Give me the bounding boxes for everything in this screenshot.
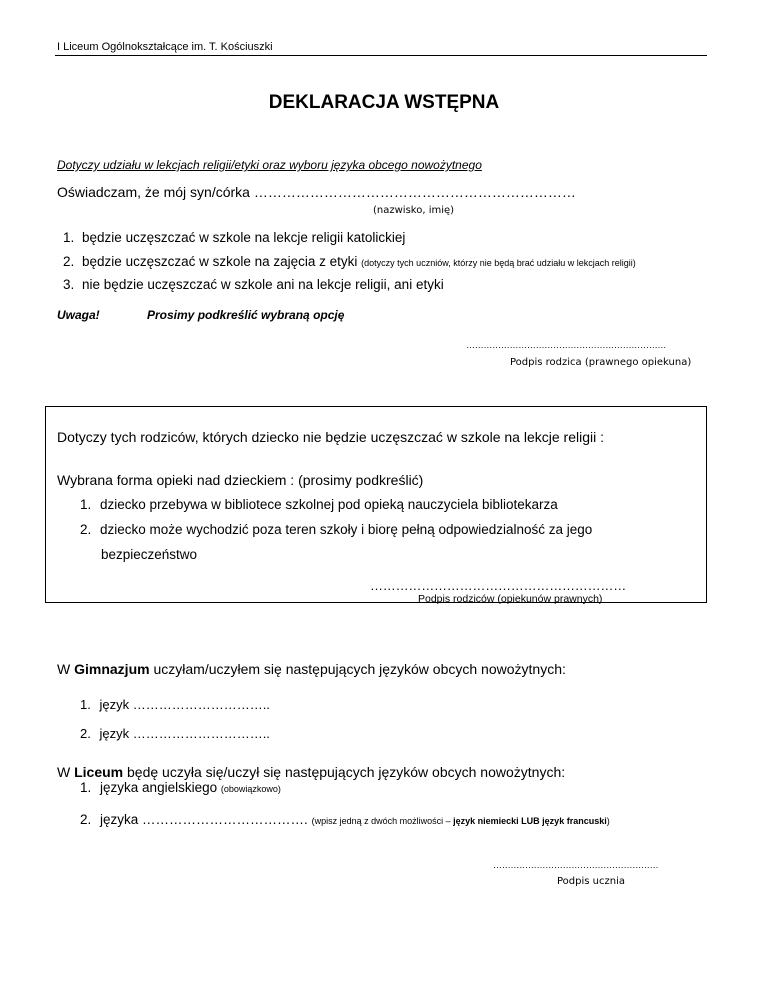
gymnasium-language-1 [80,697,270,712]
liceum-language-2 [80,812,610,827]
option-3-num: 3. [63,277,75,292]
gym-lang-2-num: 2. [80,726,91,741]
gymnasium-prefix: W [57,661,75,677]
gym-lang-1-text: język ………………………….. [99,697,270,712]
liceum-bold: Liceum [74,764,124,780]
parents-signature-label: Podpis rodziców (opiekunów prawnych) [418,593,603,605]
parent-signature-label: Podpis rodzica (prawnego opiekuna) [510,357,692,368]
lic-lang-2-num: 2. [80,812,92,827]
liceum-prefix: W [57,764,75,780]
school-header: I Liceum Ogólnokształcące im. T. Kościuszki [57,41,273,53]
lic-lang-1-note: (obowiązkowo) [220,784,281,794]
lic-lang-2-note-pre: (wpisz jedną z dwóch możliwości – [311,816,454,826]
liceum-rest: będę uczyła się/uczył się następujących języków obcych nowożytnych: [123,764,566,780]
option-2-num: 2. [63,254,75,269]
option-1 [63,230,405,245]
header-divider [55,55,707,56]
note-label: Uwaga! [57,308,100,322]
care-option-1 [80,497,558,512]
lic-lang-2-note-bold: język niemiecki LUB język francuski [453,816,607,826]
option-3 [63,277,444,292]
student-signature-label: Podpis ucznia [557,876,625,887]
option-2-note: (dotyczy tych uczniów, którzy nie będą brać udziału w lekcjach religii) [361,258,636,268]
care-form-label: Wybrana forma opieki nad dzieckiem : (prosimy podkreślić) [57,472,424,488]
declaration-line: Oświadczam, że mój syn/córka …………………………………………………………… [57,184,576,200]
care-option-1-text: dziecko przebywa w bibliotece szkolnej pod opieką nauczyciela bibliotekarza [100,497,558,512]
parent-signature-line: …………………………………………………………… [466,340,667,350]
document-subject: Dotyczy udziału w lekcjach religii/etyki oraz wyboru języka obcego nowożytnego [57,158,482,172]
option-2-text: będzie uczęszczać w szkole na zajęcia z etyki [82,254,358,269]
gymnasium-bold: Gimnazjum [74,661,150,677]
option-2 [63,254,636,269]
care-option-1-num: 1. [80,497,92,512]
lic-lang-2-text: języka ………………………………. [100,812,308,827]
box-intro: Dotyczy tych rodziców, których dziecko nie będzie uczęszczać w szkole na lekcje religii : [57,429,604,445]
parents-signature-line: …………………………………………………… [370,578,627,593]
care-option-2-text: dziecko może wychodzić poza teren szkoły i biorę pełną odpowiedzialność za jego [100,522,593,537]
liceum-language-1 [80,780,281,795]
gym-lang-1-num: 1. [80,697,91,712]
gymnasium-languages-heading [57,661,566,677]
document-title: DEKLARACJA WSTĘPNA [268,92,500,113]
gymnasium-language-2 [80,726,270,741]
care-option-2-num: 2. [80,522,92,537]
lic-lang-2-note-post: ) [606,816,610,826]
gymnasium-rest: uczyłam/uczyłem się następujących języków obcych nowożytnych: [149,661,566,677]
option-1-text: będzie uczęszczać w szkole na lekcje religii katolickiej [82,230,406,245]
gym-lang-2-text: język ………………………….. [99,726,270,741]
care-option-2 [80,522,592,537]
lic-lang-1-text: języka angielskiego [100,780,218,795]
note-text: Prosimy podkreślić wybraną opcję [147,308,345,322]
student-signature-line: ………………………………………………… [493,860,659,870]
lic-lang-1-num: 1. [80,780,92,795]
option-3-text: nie będzie uczęszczać w szkole ani na lekcje religii, ani etyki [82,277,444,292]
care-option-2-continued: bezpieczeństwo [101,547,198,562]
option-1-num: 1. [63,230,75,245]
liceum-languages-heading [57,764,565,780]
name-hint: (nazwisko, imię) [373,205,455,216]
